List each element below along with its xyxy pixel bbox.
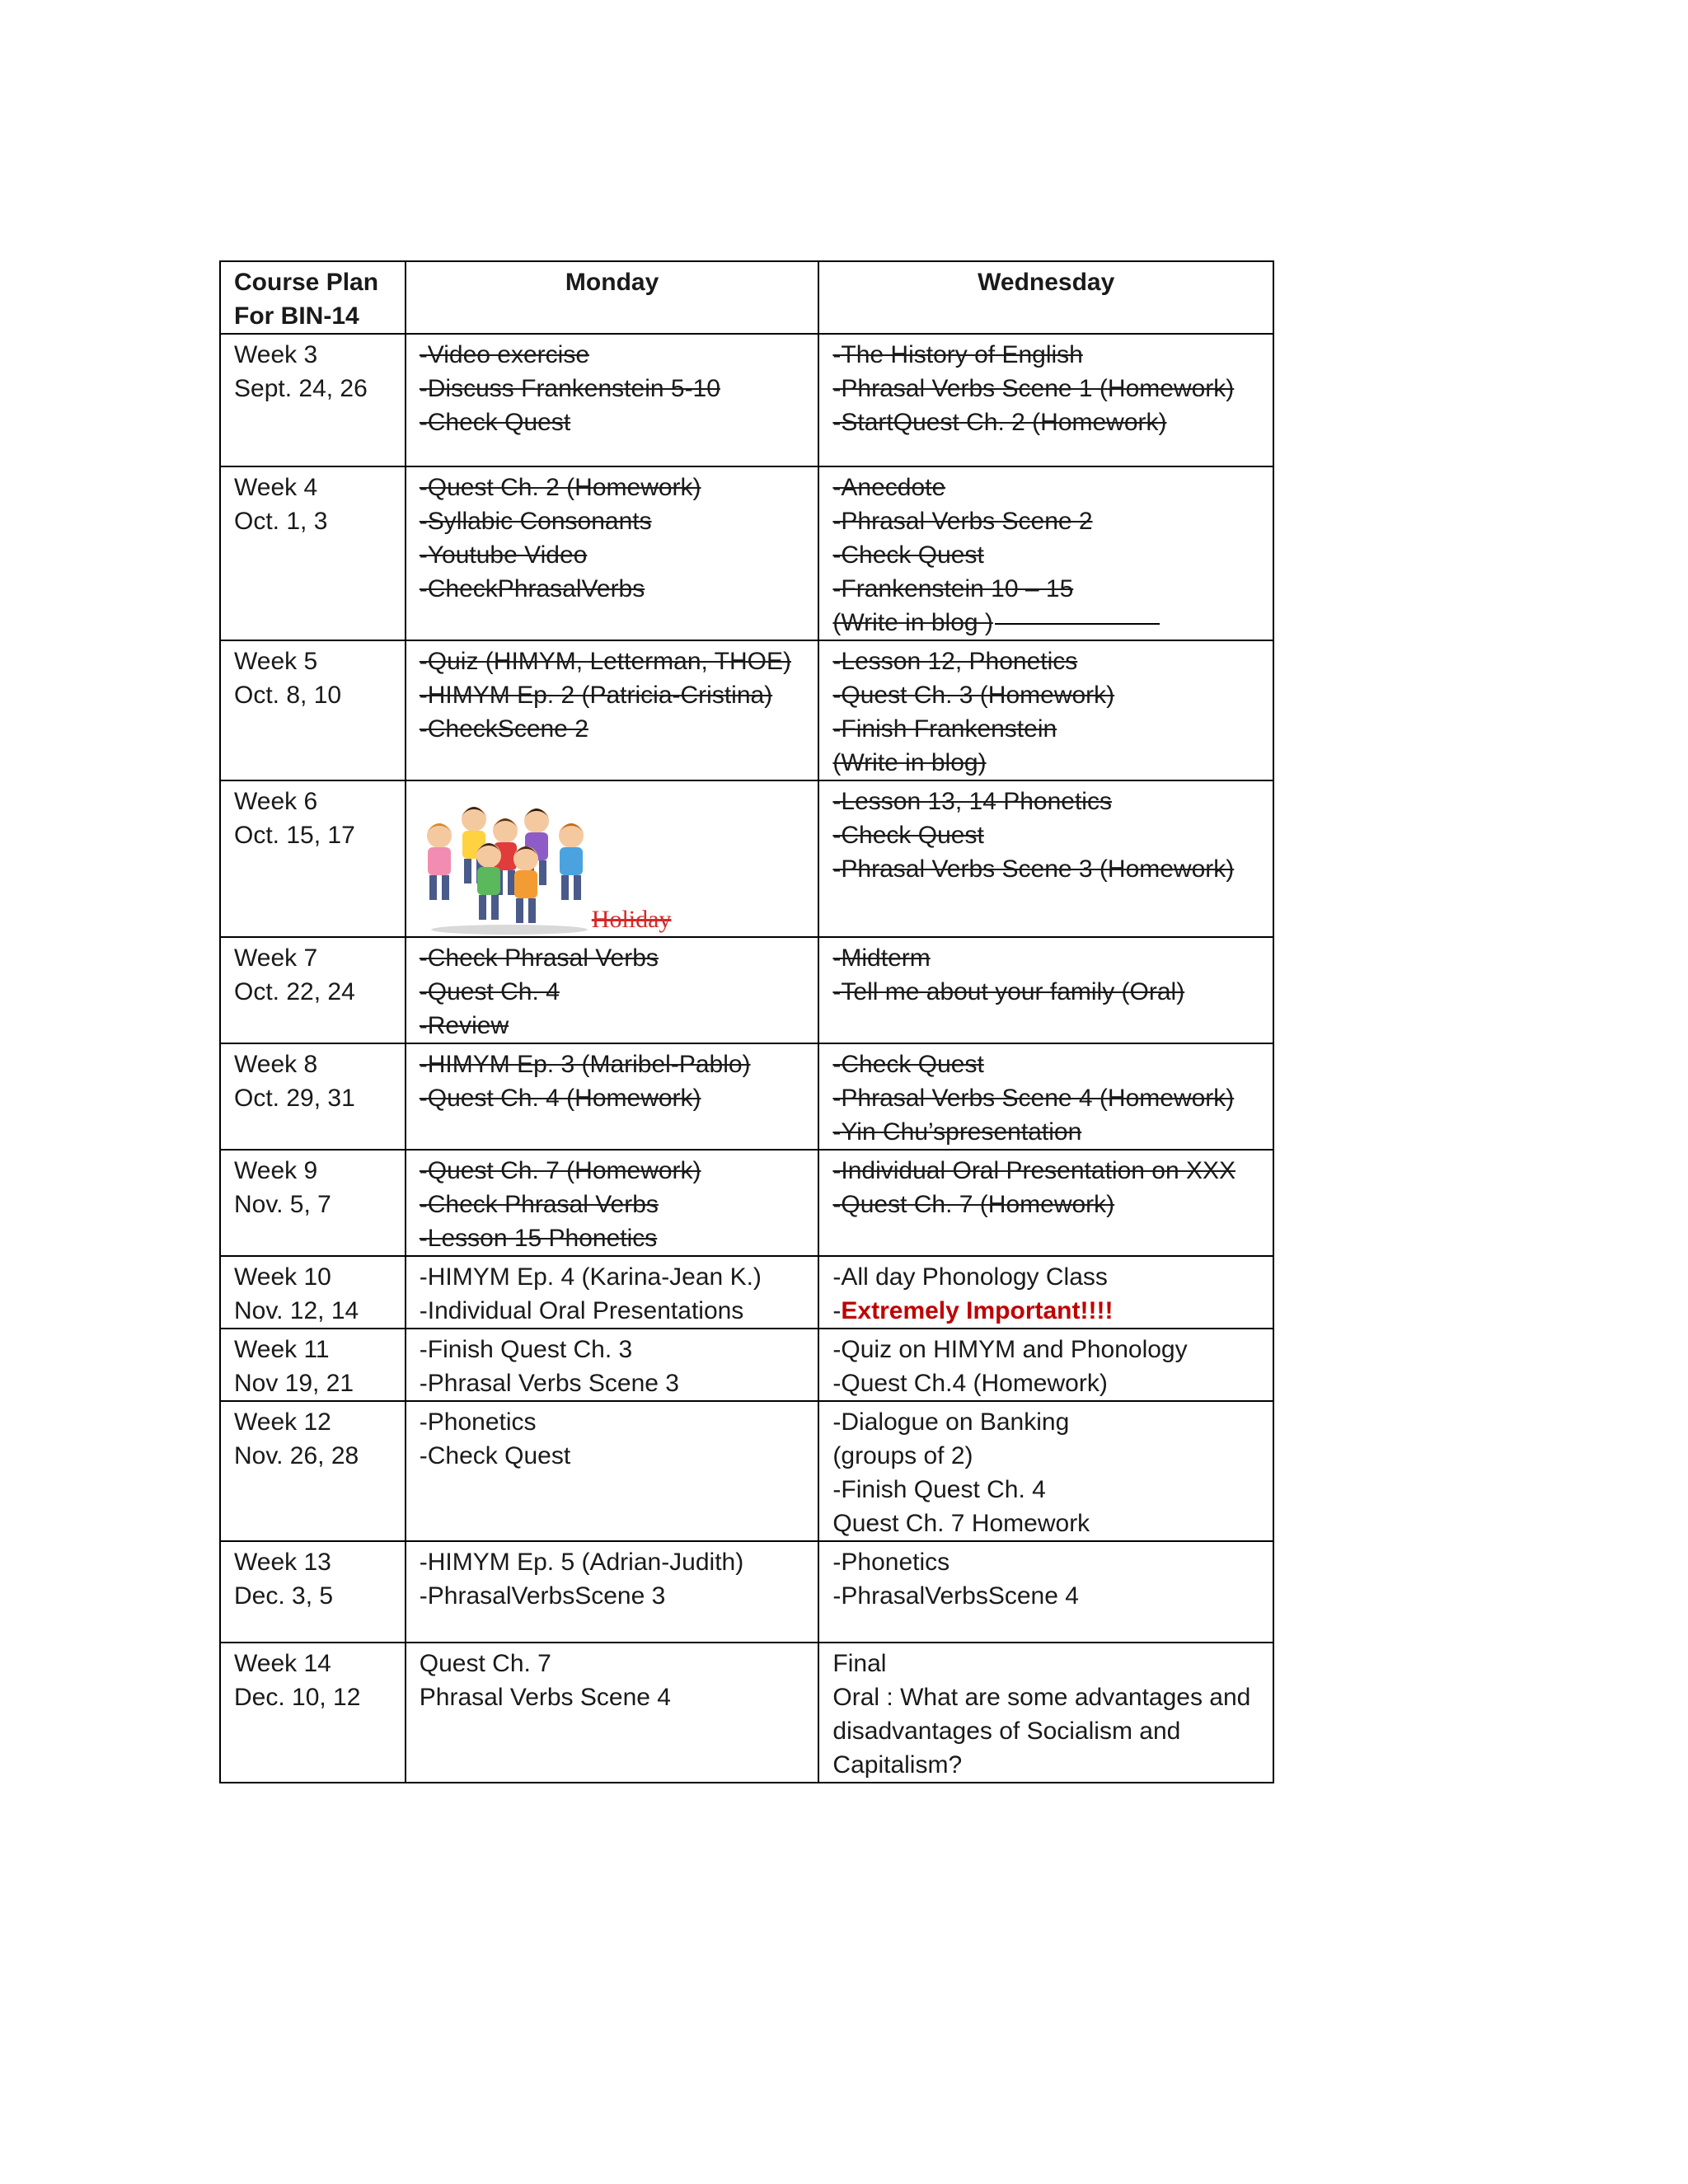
task-item: -All day Phonology Class	[832, 1263, 1108, 1291]
task-item: -Lesson 15 Phonetics	[419, 1225, 658, 1252]
wednesday-cell	[818, 334, 1273, 466]
task-item: (groups of 2)	[832, 1442, 973, 1469]
wednesday-cell	[818, 1043, 1273, 1150]
task-item: -Review	[419, 1012, 509, 1039]
task-item: -StartQuest Ch. 2 (Homework)	[832, 409, 1167, 436]
week-cell	[220, 1329, 406, 1401]
task-item: -Finish Quest Ch. 4	[832, 1476, 1046, 1503]
task-item: -Anecdote	[832, 474, 946, 501]
plan-body	[220, 334, 1273, 1783]
week-row	[220, 466, 1273, 640]
week-label: Week 8	[234, 1051, 318, 1078]
task-item: -Check Quest	[419, 409, 571, 436]
monday-cell	[406, 1150, 819, 1256]
week-dates: Nov. 26, 28	[234, 1442, 359, 1469]
task-item: -Lesson 13, 14 Phonetics	[832, 788, 1112, 815]
task-item: -CheckPhrasalVerbs	[419, 575, 645, 602]
task-item: -Syllabic Consonants	[419, 508, 652, 535]
task-item: -Check Phrasal Verbs	[419, 1191, 659, 1218]
monday-cell	[406, 334, 819, 466]
wednesday-cell	[818, 780, 1273, 937]
week-label: Week 5	[234, 648, 318, 675]
task-item: -Individual Oral Presentations	[419, 1297, 744, 1324]
task-item: -Youtube Video	[419, 541, 588, 569]
task-item: -HIMYM Ep. 3 (Maribel-Pablo)	[419, 1051, 751, 1078]
task-item: -Phrasal Verbs Scene 4 (Homework)	[832, 1085, 1235, 1112]
task-item: -Tell me about your family (Oral)	[832, 978, 1185, 1005]
week-row	[220, 780, 1273, 937]
week-label: Week 7	[234, 944, 318, 972]
week-row	[220, 1256, 1273, 1329]
monday-cell	[406, 640, 819, 780]
week-cell	[220, 1643, 406, 1783]
task-item: -HIMYM Ep. 5 (Adrian-Judith)	[419, 1549, 744, 1576]
task-item: -Phonetics	[832, 1549, 950, 1576]
task-item: -Yin Chu’spresentation	[832, 1118, 1082, 1146]
plan-title-cell	[220, 261, 406, 334]
monday-cell	[406, 937, 819, 1043]
week-cell	[220, 1043, 406, 1150]
week-row	[220, 1043, 1273, 1150]
task-item: (Write in blog )	[832, 609, 993, 636]
course-plan-table	[219, 260, 1274, 1783]
task-item: -Phrasal Verbs Scene 3 (Homework)	[832, 855, 1235, 883]
week-label: Week 14	[234, 1650, 331, 1677]
task-item: -Quest Ch. 7 (Homework)	[832, 1191, 1115, 1218]
task-item: -Check Quest	[832, 541, 984, 569]
week-dates: Oct. 8, 10	[234, 682, 342, 709]
task-item: -Check Quest	[832, 1051, 984, 1078]
week-cell	[220, 334, 406, 466]
wednesday-cell	[818, 1329, 1273, 1401]
task-item: -The History of English	[832, 341, 1083, 368]
important-prefix: -	[832, 1297, 842, 1324]
week-row	[220, 1643, 1273, 1783]
task-item: -Check Quest	[419, 1442, 571, 1469]
task-item: -Video exercise	[419, 341, 590, 368]
week-cell	[220, 1150, 406, 1256]
monday-cell	[406, 1043, 819, 1150]
week-dates: Sept. 24, 26	[234, 375, 368, 402]
strike-rule	[995, 623, 1160, 625]
task-item: -Quiz on HIMYM and Phonology	[832, 1336, 1188, 1363]
plan-title-line: For BIN-14	[234, 302, 359, 330]
week-dates: Dec. 3, 5	[234, 1582, 334, 1610]
task-item: -CheckScene 2	[419, 715, 588, 743]
week-row	[220, 1150, 1273, 1256]
wednesday-cell	[818, 1541, 1273, 1643]
week-row	[220, 1401, 1273, 1541]
task-item: -Phrasal Verbs Scene 2	[832, 508, 1093, 535]
task-item: -Check Quest	[832, 822, 984, 849]
task-item: -Quest Ch. 4	[419, 978, 560, 1005]
task-item-wrapper	[832, 606, 1273, 640]
monday-cell	[406, 1541, 819, 1643]
task-item: -Quest Ch. 2 (Homework)	[419, 474, 701, 501]
task-item: -Finish Frankenstein	[832, 715, 1057, 743]
header-row	[220, 261, 1273, 334]
week-cell	[220, 640, 406, 780]
monday-cell	[406, 1256, 819, 1329]
wednesday-header: Wednesday	[818, 261, 1273, 334]
task-item: -Phrasal Verbs Scene 3	[419, 1370, 679, 1397]
week-label: Week 12	[234, 1408, 331, 1436]
week-row	[220, 1541, 1273, 1643]
week-dates: Oct. 1, 3	[234, 508, 328, 535]
plan-title-line: Course Plan	[234, 269, 379, 296]
week-dates: Oct. 22, 24	[234, 978, 355, 1005]
wednesday-cell	[818, 1643, 1273, 1783]
monday-cell	[406, 1401, 819, 1541]
wednesday-cell	[818, 937, 1273, 1043]
week-label: Week 9	[234, 1157, 318, 1184]
week-dates: Oct. 29, 31	[234, 1085, 355, 1112]
monday-cell	[406, 1643, 819, 1783]
children-group-icon	[415, 788, 604, 936]
task-item: -Phonetics	[419, 1408, 537, 1436]
task-item: -HIMYM Ep. 4 (Karina-Jean K.)	[419, 1263, 762, 1291]
task-item: -Individual Oral Presentation on XXX	[832, 1157, 1236, 1184]
wednesday-cell	[818, 640, 1273, 780]
task-item: -Dialogue on Banking	[832, 1408, 1070, 1436]
important-text: Extremely Important!!!!	[841, 1297, 1114, 1324]
monday-cell	[406, 466, 819, 640]
task-item: -Quest Ch. 3 (Homework)	[832, 682, 1115, 709]
task-item: -HIMYM Ep. 2 (Patricia-Cristina)	[419, 682, 773, 709]
task-item: -Midterm	[832, 944, 931, 972]
week-row	[220, 334, 1273, 466]
week-cell	[220, 1541, 406, 1643]
week-label: Week 3	[234, 341, 318, 368]
week-row	[220, 937, 1273, 1043]
week-label: Week 13	[234, 1549, 331, 1576]
task-item: (Write in blog)	[832, 749, 987, 776]
week-cell	[220, 1401, 406, 1541]
task-item: -Lesson 12, Phonetics	[832, 648, 1078, 675]
week-dates: Oct. 15, 17	[234, 822, 355, 849]
week-cell	[220, 466, 406, 640]
task-item: -PhrasalVerbsScene 3	[419, 1582, 666, 1610]
task-item: -Finish Quest Ch. 3	[419, 1336, 633, 1363]
week-cell	[220, 780, 406, 937]
week-dates: Nov 19, 21	[234, 1370, 354, 1397]
wednesday-cell	[818, 466, 1273, 640]
wednesday-cell	[818, 1401, 1273, 1541]
week-label: Week 10	[234, 1263, 331, 1291]
task-item: -Quest Ch.4 (Homework)	[832, 1370, 1108, 1397]
task-item: -Quiz (HIMYM, Letterman, THOE)	[419, 648, 791, 675]
task-item: -PhrasalVerbsScene 4	[832, 1582, 1079, 1610]
monday-cell	[406, 1329, 819, 1401]
monday-header: Monday	[406, 261, 819, 334]
task-item: Quest Ch. 7	[419, 1650, 551, 1677]
task-item: Quest Ch. 7 Homework	[832, 1510, 1090, 1537]
task-item: -Phrasal Verbs Scene 1 (Homework)	[832, 375, 1235, 402]
task-item: -Frankenstein 10 – 15	[832, 575, 1074, 602]
monday-cell	[406, 780, 819, 937]
wednesday-cell	[818, 1150, 1273, 1256]
task-item: -Quest Ch. 4 (Homework)	[419, 1085, 701, 1112]
task-item: -Check Phrasal Verbs	[419, 944, 659, 972]
week-dates: Nov. 5, 7	[234, 1191, 331, 1218]
week-row	[220, 640, 1273, 780]
task-item: Phrasal Verbs Scene 4	[419, 1684, 671, 1711]
holiday-label: Holiday	[591, 906, 672, 933]
wednesday-cell	[818, 1256, 1273, 1329]
week-label: Week 6	[234, 788, 318, 815]
week-row	[220, 1329, 1273, 1401]
task-item: Final	[832, 1650, 887, 1677]
important-note	[832, 1294, 1273, 1328]
week-dates: Dec. 10, 12	[234, 1684, 361, 1711]
week-label: Week 4	[234, 474, 318, 501]
task-item: Oral : What are some advantages and disadvantages of Socialism and Capitalism?	[832, 1684, 1251, 1779]
week-label: Week 11	[234, 1336, 330, 1363]
task-item: -Discuss Frankenstein 5-10	[419, 375, 720, 402]
task-item: -Quest Ch. 7 (Homework)	[419, 1157, 701, 1184]
week-cell	[220, 937, 406, 1043]
week-cell	[220, 1256, 406, 1329]
week-dates: Nov. 12, 14	[234, 1297, 359, 1324]
